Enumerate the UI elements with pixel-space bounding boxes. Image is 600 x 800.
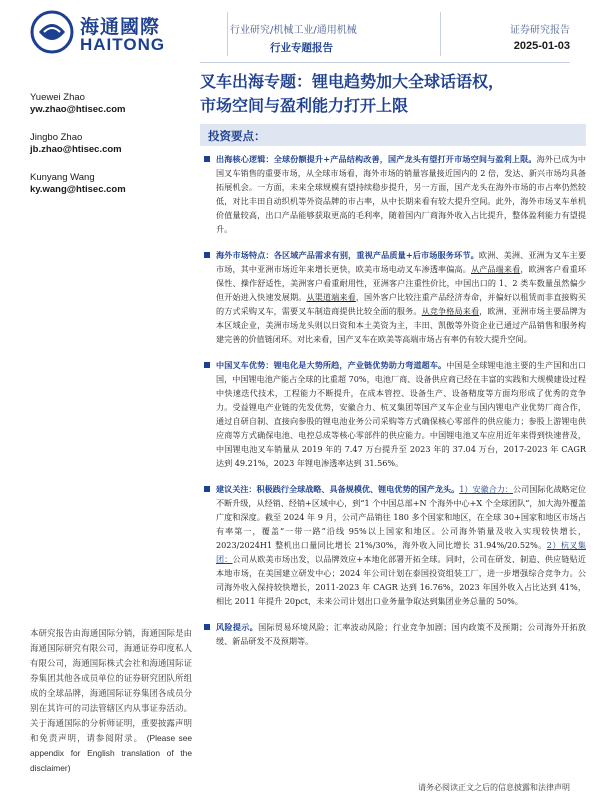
paragraph-heading: 风险提示。 xyxy=(216,622,259,632)
bullet-square-icon xyxy=(204,156,210,162)
report-body xyxy=(200,152,586,660)
paragraph-text: ，欧洲客户看重环保性、操作舒适性，美洲客户看重耐用性，亚洲客户注重性价比，中国出口的 1、2 类车数量虽然偏少但开始进入快速发展期。 xyxy=(216,264,586,302)
paragraph-text: ，欧洲、亚洲市场主要品牌为本区域企业，美洲市场龙头则以日资和本土美资为主，丰田、凯傲等外资企业已通过产品销售和服务构建完善的价值链闭环。对比来看，国产叉车在欧美等高端市场占有率仍有较大提升空间。 xyxy=(216,306,586,344)
author-list xyxy=(30,92,180,212)
bullet-square-icon xyxy=(204,362,210,368)
paragraph-text: 海外已成为中国叉车销售的重要市场，从全球市场看，海外市场的销量容量接近国内的 2 倍，发达、新兴市场均具备拓展机会。一方面，未来全球规模有望持续稳步提升，另一方面，国产龙头在海外市场的市占率仍然较低，对比丰田自动织机等外资品牌的市占率，从中长期来看有较大提升空间。此外，海外市场叉车单机价值量较高，出口产品能够获取更高的毛利率，随着国内厂商海外收入占比提升，整体盈利能力有望提升。 xyxy=(216,154,586,234)
underlined-phrase: 从渠道端来看 xyxy=(306,292,356,302)
author-email[interactable]: jb.zhao@htisec.com xyxy=(30,144,122,155)
key-point-paragraph xyxy=(200,620,586,648)
author-name: Kunyang Wang xyxy=(30,172,95,183)
bullet-square-icon xyxy=(204,486,210,492)
industry-categories: 行业研究/机械工业/通用机械 xyxy=(230,25,357,36)
bullet-square-icon xyxy=(204,252,210,258)
paragraph-heading: 中国叉车优势：锂电化是大势所趋，产业链优势助力弯道超车。 xyxy=(216,360,447,370)
disclaimer-cn: 本研究报告由海通国际分销，海通国际是由海通国际研究有限公司，海通证券印度私人有限公司，海通国际株式会社和海通国际证券集团其他各成员单位的证券研究团队所组成的全球品牌，海通国际证券集团各成员分别在其许可的司法管辖区内从事证券活动。关于海通国际的分析师证明，重要披露声明和免责声明，请参阅附录。 xyxy=(30,628,192,743)
paragraph-heading: 建议关注：积极践行全球战略、具备规模优、锂电优势的国产龙头。 xyxy=(216,484,460,494)
company-heading: 1）安徽合力： xyxy=(459,484,514,494)
author xyxy=(30,92,180,116)
disclaimer-en: (Please see appendix for English translation of the disclaimer) xyxy=(30,733,193,773)
section-header xyxy=(200,124,586,146)
title-line-2: 市场空间与盈利能力打开上限 xyxy=(200,96,409,115)
paragraph-text: 中国是全球锂电池主要的生产国和出口国，中国锂电池产能占全球的比重超 70%，电池厂商、设备供应商已经在丰富的实践和大规模建设过程中快速迭代技术，工程能力不断提升，在成本管控、设备生产、设备精度等方面均形成了优秀的竞争力。受益锂电产业链的先发优势，安徽合力、杭叉集团等国产叉车企业与国内锂电产业优势厂商合作，通过自研自制、直接向参股的锂电池业务公司采购等方式确保核心零部件的供应能力；参股上游锂电供应商等方式确保电池、电控总成等核心零部件的供应能力。中国锂电池叉车应用近年来得到快速普及，中国锂电池叉车销量从 2019 年的 7.47 万台提升至 2023 年的 37.04 万台，2017-2023 年 CAGR 达到 49.21%，2023 年锂电渗透率达到 31.56%。 xyxy=(216,360,586,468)
author-name: Jingbo Zhao xyxy=(30,132,83,143)
paragraph-text: 公司从欧美市场出发，以品牌效应+本地化部署开拓全球。同时，公司在研发、制造、供应链贴近本地市场，在美国建立研发中心；2024 年公司计划在泰国投资组装工厂，进一步增强综合竞争力。公司海外收入保持较快增长，2011-2023 年 CAGR 达到 16.76%，2023 年国外收入占比达到 41%，相比 2011 年提升 20pct，未来公司计划出口业务量争取达到集团业务总量的 50%。 xyxy=(216,554,586,606)
disclaimer xyxy=(30,626,192,776)
key-point-paragraph xyxy=(200,482,586,608)
title-line-1: 叉车出海专题：锂电趋势加大全球话语权， xyxy=(200,72,505,91)
author-name: Yuewei Zhao xyxy=(30,92,85,103)
key-point-paragraph xyxy=(200,152,586,236)
haitong-logo-icon xyxy=(30,10,74,54)
bullet-square-icon xyxy=(204,624,210,630)
author xyxy=(30,172,180,196)
report-date: 2025-01-03 xyxy=(513,40,570,52)
header-rule xyxy=(200,62,570,63)
key-point-paragraph xyxy=(200,248,586,346)
paragraph-heading: 海外市场特点：各区域产品需求有别，重视产品质量+后市场服务环节。 xyxy=(216,250,479,260)
paragraph-text: 国际贸易环境风险；汇率波动风险；行业竞争加剧；国内政策不及预期；公司海外开拓放缓、新品研发不及预期等。 xyxy=(216,622,586,646)
underlined-phrase: 从竞争格局来看 xyxy=(421,306,480,316)
footer-note: 请务必阅读正文之后的信息披露和法律声明 xyxy=(418,783,570,792)
underlined-phrase: 从产品端来看 xyxy=(470,264,521,274)
section-title: 投资要点： xyxy=(208,129,266,143)
company-logo xyxy=(30,8,180,54)
report-title xyxy=(200,70,580,118)
paragraph-text: 公司国际化战略定位不断升级，从经销、经销+区域中心，到“1 个中国总部+N 个海外中心+X 个全球团队”，加大海外覆盖广度和深度。截至 2024 年 9 月，公司产品销往 180 多个国家和地区，在全球 30+国家和地区市场占有率第一，覆盖“一带一路”沿线 95%以上国家和地区。公司海外销量及收入实现较快增长，2023/2024H1 整机出口量同比增长 21%/30%，海外收入同比增长 31.94%/20.52%。 xyxy=(216,484,586,550)
brand-name-en: HAITONG xyxy=(80,35,166,54)
brand-name-cn: 海通國際 xyxy=(80,16,161,38)
paragraph-text: ，国外客户比较注重产品经济寿命，并偏好以租赁而非直接购买的方式采购叉车，需要叉车制造商提供比较全面的服务。 xyxy=(216,292,586,316)
report-label: 证券研究报告 xyxy=(510,25,570,36)
report-type: 行业专题报告 xyxy=(270,42,333,54)
author xyxy=(30,132,180,156)
paragraph-text: 欧洲、美洲、亚洲为叉车主要市场，其中亚洲市场近年来增长更快，欧美市场电动叉车渗透率偏高。 xyxy=(216,250,586,274)
key-point-paragraph xyxy=(200,358,586,470)
author-email[interactable]: yw.zhao@htisec.com xyxy=(30,104,126,115)
author-email[interactable]: ky.wang@htisec.com xyxy=(30,184,126,195)
paragraph-heading: 出海核心逻辑：全球份额提升+产品结构改善，国产龙头有望打开市场空间与盈利上限。 xyxy=(216,154,537,164)
company-heading: 2）杭叉集团： xyxy=(216,540,586,564)
header-divider xyxy=(227,12,228,56)
header-divider xyxy=(440,12,441,56)
